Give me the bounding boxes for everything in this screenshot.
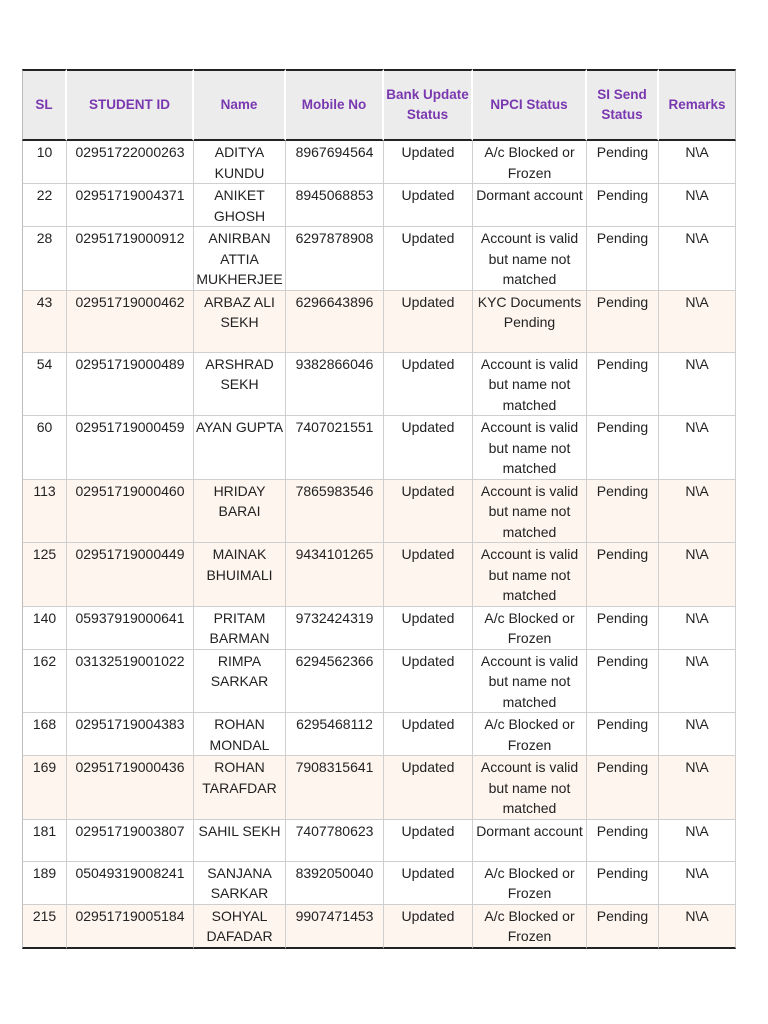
cell-name: ANIRBAN ATTIA MUKHERJEE [194,227,286,291]
cell-si-status: Pending [587,543,659,607]
column-header-mobile: Mobile No [286,69,384,141]
cell-mobile: 8945068853 [286,184,384,227]
cell-si-status: Pending [587,184,659,227]
cell-student-id: 02951719004383 [67,713,194,756]
cell-student-id: 02951719000489 [67,353,194,417]
cell-npci-status: Account is valid but name not matched [473,756,587,820]
cell-bank-status: Updated [384,607,473,650]
table-row [22,820,736,862]
cell-mobile: 9732424319 [286,607,384,650]
cell-mobile: 6297878908 [286,227,384,291]
cell-name: PRITAM BARMAN [194,607,286,650]
cell-bank-status: Updated [384,756,473,820]
cell-npci-status: A/c Blocked or Frozen [473,905,587,949]
cell-mobile: 7407780623 [286,820,384,862]
cell-npci-status: Account is valid but name not matched [473,543,587,607]
cell-sl: 22 [22,184,67,227]
table-row [22,607,736,650]
cell-student-id: 02951719000912 [67,227,194,291]
cell-bank-status: Updated [384,291,473,353]
cell-npci-status: Account is valid but name not matched [473,480,587,544]
table-row [22,480,736,544]
table-row [22,227,736,291]
cell-name: ANIKET GHOSH [194,184,286,227]
table-row [22,905,736,949]
cell-name: MAINAK BHUIMALI [194,543,286,607]
cell-si-status: Pending [587,862,659,905]
cell-sl: 215 [22,905,67,949]
cell-remarks: N\A [659,756,736,820]
cell-remarks: N\A [659,713,736,756]
cell-mobile: 9382866046 [286,353,384,417]
column-header-sl: SL [22,69,67,141]
cell-mobile: 7865983546 [286,480,384,544]
column-header-name: Name [194,69,286,141]
table-row [22,353,736,417]
cell-student-id: 05049319008241 [67,862,194,905]
cell-bank-status: Updated [384,650,473,714]
cell-mobile: 6295468112 [286,713,384,756]
header-row [22,69,736,141]
cell-npci-status: A/c Blocked or Frozen [473,141,587,184]
cell-sl: 28 [22,227,67,291]
cell-bank-status: Updated [384,480,473,544]
cell-sl: 43 [22,291,67,353]
cell-student-id: 05937919000641 [67,607,194,650]
cell-sl: 189 [22,862,67,905]
cell-remarks: N\A [659,862,736,905]
cell-bank-status: Updated [384,543,473,607]
cell-name: SANJANA SARKAR [194,862,286,905]
cell-mobile: 7407021551 [286,416,384,480]
cell-student-id: 02951719003807 [67,820,194,862]
cell-sl: 113 [22,480,67,544]
cell-mobile: 9434101265 [286,543,384,607]
cell-npci-status: Account is valid but name not matched [473,650,587,714]
cell-bank-status: Updated [384,184,473,227]
cell-si-status: Pending [587,820,659,862]
table-row [22,291,736,353]
cell-bank-status: Updated [384,353,473,417]
cell-remarks: N\A [659,607,736,650]
cell-remarks: N\A [659,227,736,291]
cell-mobile: 9907471453 [286,905,384,949]
table-row [22,184,736,227]
cell-name: ADITYA KUNDU [194,141,286,184]
cell-si-status: Pending [587,756,659,820]
cell-si-status: Pending [587,905,659,949]
table-row [22,862,736,905]
cell-bank-status: Updated [384,820,473,862]
cell-remarks: N\A [659,184,736,227]
status-table [22,69,736,949]
cell-bank-status: Updated [384,862,473,905]
cell-si-status: Pending [587,353,659,417]
cell-student-id: 02951719005184 [67,905,194,949]
cell-remarks: N\A [659,820,736,862]
cell-sl: 60 [22,416,67,480]
cell-remarks: N\A [659,650,736,714]
cell-name: HRIDAY BARAI [194,480,286,544]
cell-remarks: N\A [659,480,736,544]
cell-sl: 140 [22,607,67,650]
table-row [22,650,736,714]
cell-sl: 162 [22,650,67,714]
cell-bank-status: Updated [384,227,473,291]
cell-npci-status: A/c Blocked or Frozen [473,862,587,905]
cell-npci-status: Account is valid but name not matched [473,227,587,291]
cell-sl: 125 [22,543,67,607]
cell-mobile: 6296643896 [286,291,384,353]
cell-remarks: N\A [659,291,736,353]
cell-remarks: N\A [659,905,736,949]
cell-name: SAHIL SEKH [194,820,286,862]
cell-student-id: 02951719000449 [67,543,194,607]
cell-sl: 169 [22,756,67,820]
cell-student-id: 02951719000462 [67,291,194,353]
cell-npci-status: Dormant account [473,184,587,227]
cell-npci-status: A/c Blocked or Frozen [473,713,587,756]
column-header-npci-status: NPCI Status [473,69,587,141]
cell-sl: 181 [22,820,67,862]
cell-student-id: 02951719000436 [67,756,194,820]
cell-sl: 54 [22,353,67,417]
cell-mobile: 8967694564 [286,141,384,184]
cell-si-status: Pending [587,607,659,650]
column-header-remarks: Remarks [659,69,736,141]
cell-remarks: N\A [659,141,736,184]
cell-sl: 10 [22,141,67,184]
cell-student-id: 02951722000263 [67,141,194,184]
cell-mobile: 7908315641 [286,756,384,820]
table-row [22,713,736,756]
cell-npci-status: Account is valid but name not matched [473,353,587,417]
cell-si-status: Pending [587,650,659,714]
cell-si-status: Pending [587,141,659,184]
cell-si-status: Pending [587,227,659,291]
table-row [22,416,736,480]
cell-name: AYAN GUPTA [194,416,286,480]
column-header-student-id: STUDENT ID [67,69,194,141]
cell-name: SOHYAL DAFADAR [194,905,286,949]
cell-name: RIMPA SARKAR [194,650,286,714]
cell-npci-status: Account is valid but name not matched [473,416,587,480]
table-row [22,141,736,184]
cell-remarks: N\A [659,543,736,607]
cell-mobile: 8392050040 [286,862,384,905]
cell-npci-status: A/c Blocked or Frozen [473,607,587,650]
cell-student-id: 03132519001022 [67,650,194,714]
cell-mobile: 6294562366 [286,650,384,714]
cell-bank-status: Updated [384,141,473,184]
cell-si-status: Pending [587,480,659,544]
table-row [22,543,736,607]
cell-student-id: 02951719004371 [67,184,194,227]
cell-si-status: Pending [587,291,659,353]
column-header-si-status: SI Send Status [587,69,659,141]
cell-name: ROHAN MONDAL [194,713,286,756]
cell-npci-status: Dormant account [473,820,587,862]
cell-sl: 168 [22,713,67,756]
cell-name: ARBAZ ALI SEKH [194,291,286,353]
cell-si-status: Pending [587,713,659,756]
cell-name: ARSHRAD SEKH [194,353,286,417]
table-row [22,756,736,820]
cell-student-id: 02951719000460 [67,480,194,544]
cell-bank-status: Updated [384,905,473,949]
cell-remarks: N\A [659,353,736,417]
cell-bank-status: Updated [384,416,473,480]
cell-remarks: N\A [659,416,736,480]
cell-bank-status: Updated [384,713,473,756]
cell-student-id: 02951719000459 [67,416,194,480]
cell-npci-status: KYC Documents Pending [473,291,587,353]
column-header-bank-status: Bank Update Status [384,69,473,141]
cell-name: ROHAN TARAFDAR [194,756,286,820]
cell-si-status: Pending [587,416,659,480]
